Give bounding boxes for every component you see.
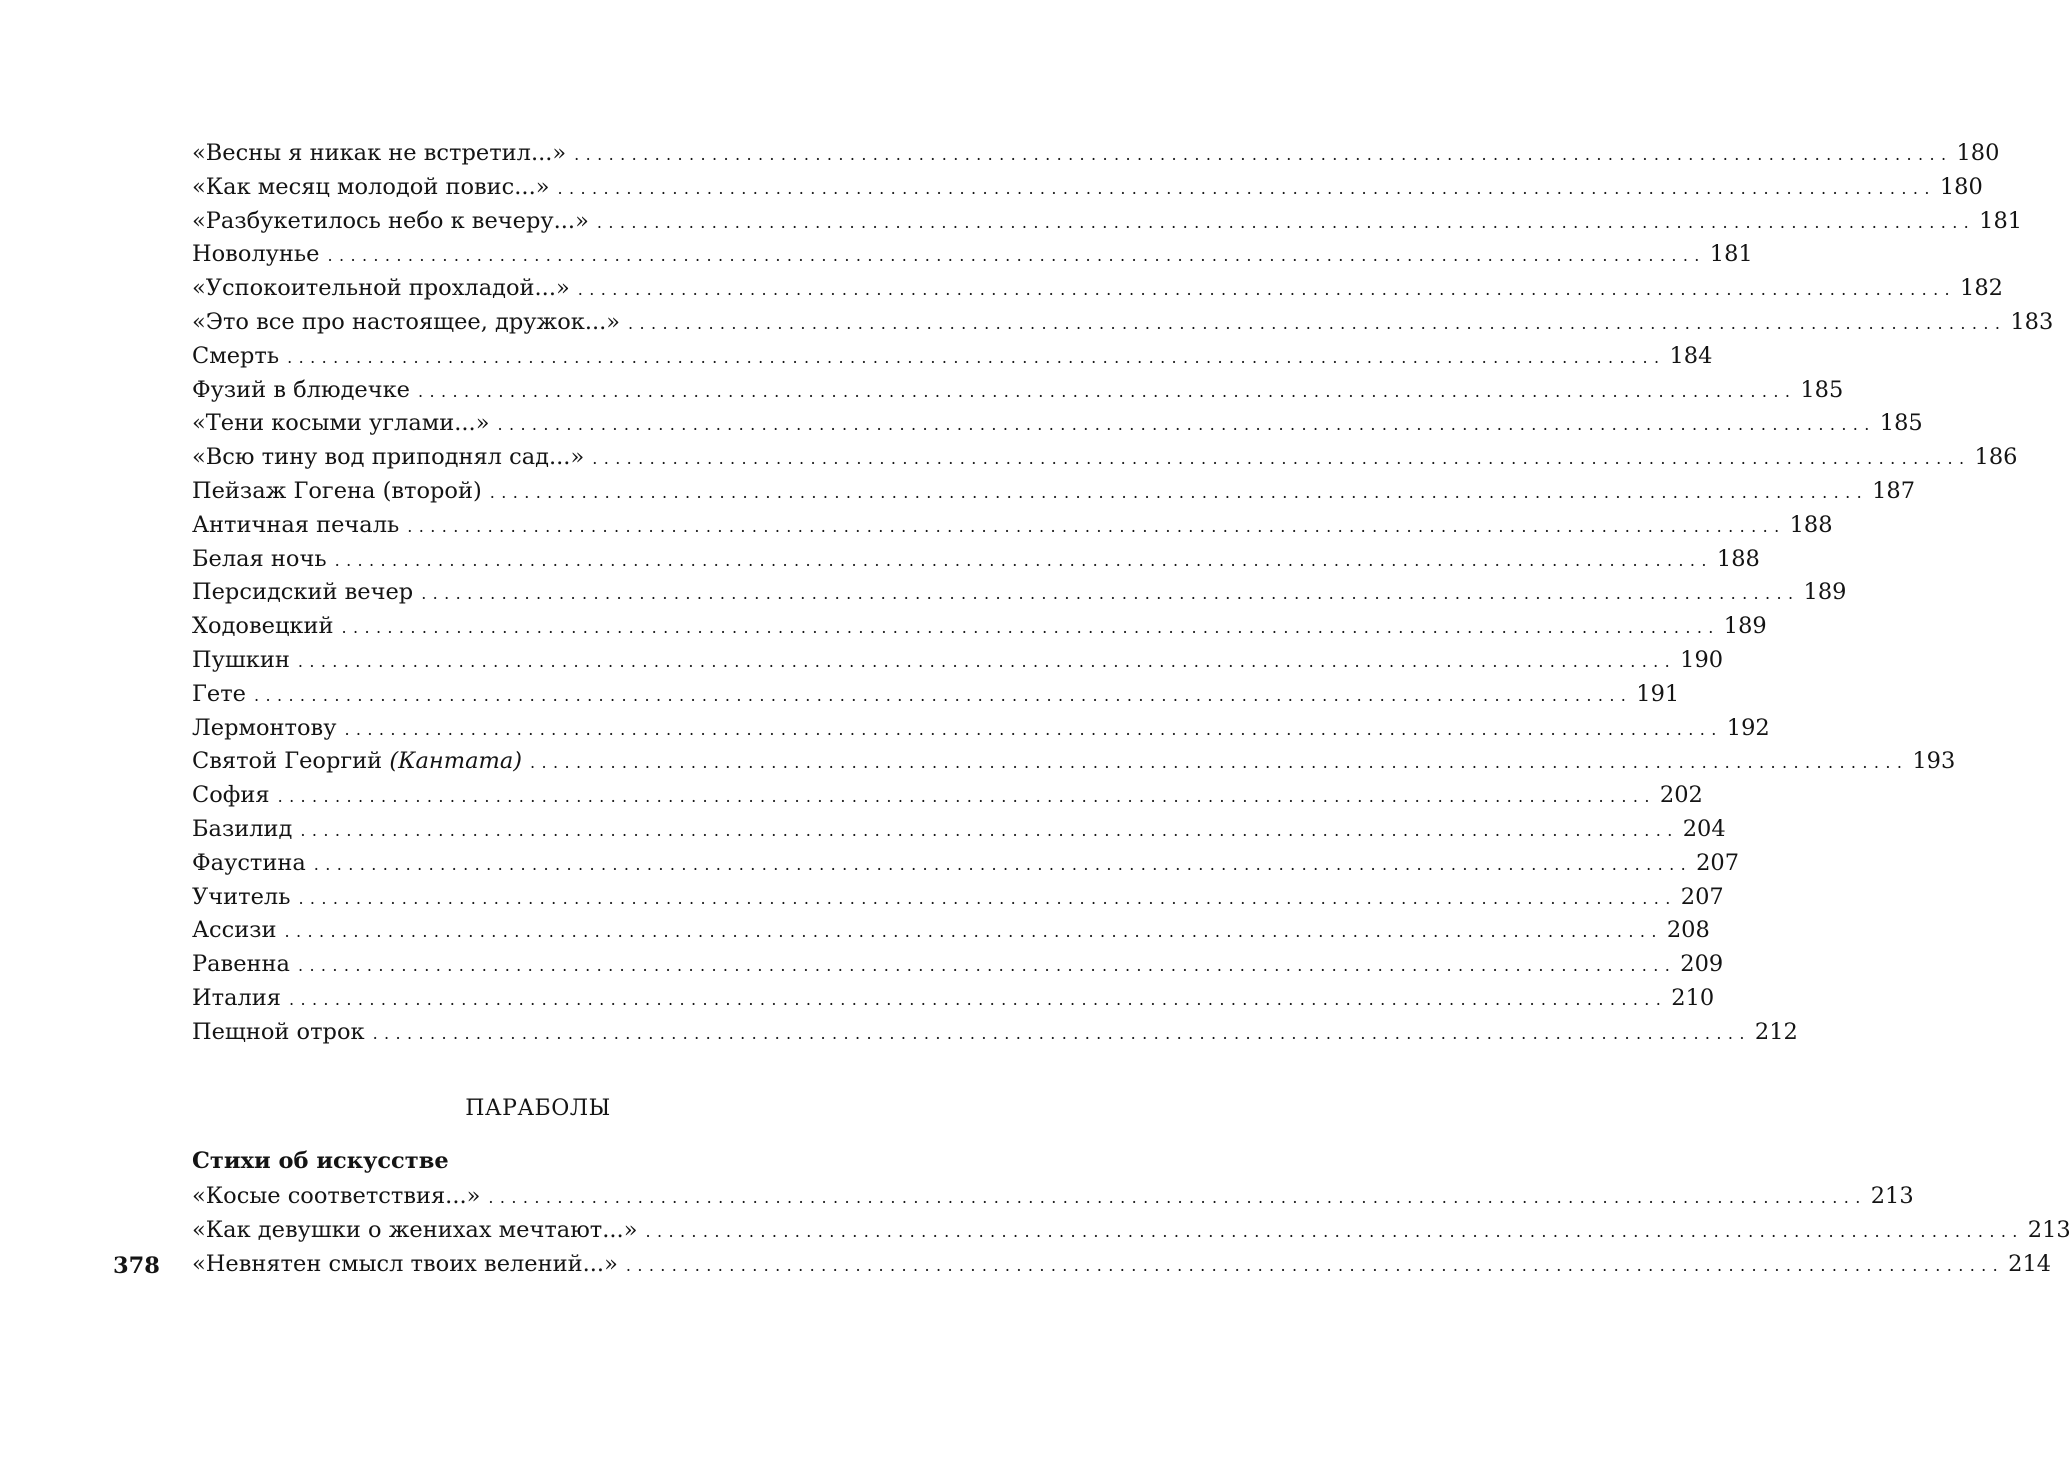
toc-entry-title: «Разбукетилось небо к вечеру...»	[192, 207, 589, 234]
toc-entry-title: Учитель	[192, 883, 291, 910]
leader-dots: ........................................................................................................................	[497, 415, 1876, 435]
leader-dots: ........................................................................................................................	[407, 516, 1786, 536]
toc-list	[192, 137, 2054, 1050]
toc-entry-title: Ассизи	[192, 917, 277, 944]
toc-entry[interactable]	[192, 1248, 2052, 1282]
toc-entry-page: 212	[1754, 1018, 1798, 1045]
subsection-toc-list	[192, 1180, 2071, 1281]
leader-dots: ........................................................................................................................	[298, 888, 1677, 908]
leader-dots: ........................................................................................................................	[628, 313, 2007, 333]
leader-dots: ........................................................................................................................	[313, 854, 1693, 874]
toc-entry[interactable]	[192, 982, 1715, 1016]
leader-dots: ........................................................................................................................	[372, 1023, 1751, 1043]
toc-entry-title: «Это все про настоящее, дружок...»	[192, 308, 621, 335]
toc-entry[interactable]	[192, 745, 1956, 779]
subsection-heading: Стихи об искусстве	[192, 1148, 449, 1174]
toc-entry[interactable]	[192, 1016, 1798, 1050]
leader-dots: ........................................................................................................................	[300, 820, 1679, 840]
leader-dots: ........................................................................................................................	[327, 246, 1706, 266]
leader-dots: ........................................................................................................................	[645, 1221, 2024, 1241]
toc-entry-title: «Успокоительной прохладой...»	[192, 275, 570, 302]
leader-dots: ........................................................................................................................	[592, 449, 1971, 469]
toc-entry[interactable]	[192, 881, 1724, 915]
toc-entry-page: 204	[1682, 815, 1726, 842]
toc-entry-page: 181	[1709, 241, 1753, 268]
toc-entry-title-italic: (Кантата)	[389, 748, 523, 775]
leader-dots: ........................................................................................................................	[596, 212, 1976, 232]
leader-dots: ........................................................................................................................	[625, 1255, 2005, 1275]
toc-entry[interactable]	[192, 272, 2003, 306]
toc-entry-page: 193	[1912, 748, 1956, 775]
toc-entry-title: Фузий в блюдечке	[192, 376, 411, 403]
toc-entry-page: 183	[2010, 308, 2054, 335]
toc-entry-page: 181	[1979, 207, 2023, 234]
toc-entry[interactable]	[192, 306, 2054, 340]
toc-entry-title: «Всю тину вод приподнял сад...»	[192, 444, 585, 471]
toc-entry-title: Базилид	[192, 815, 293, 842]
leader-dots: ........................................................................................................................	[344, 719, 1723, 739]
toc-entry-page: 187	[1872, 477, 1916, 504]
toc-entry[interactable]	[192, 374, 1844, 408]
toc-entry-page: 188	[1716, 545, 1760, 572]
toc-entry-title: Античная печаль	[192, 511, 400, 538]
toc-entry[interactable]	[192, 509, 1833, 543]
leader-dots: ........................................................................................................................	[297, 651, 1677, 671]
leader-dots: ........................................................................................................................	[421, 584, 1800, 604]
leader-dots: ........................................................................................................................	[297, 956, 1677, 976]
leader-dots: ........................................................................................................................	[530, 753, 1909, 773]
toc-entry[interactable]	[192, 847, 1740, 881]
toc-entry-title: Фаустина	[192, 849, 306, 876]
toc-entry[interactable]	[192, 543, 1760, 577]
leader-dots: ........................................................................................................................	[334, 550, 1713, 570]
toc-entry-page: 213	[1870, 1183, 1914, 1209]
toc-entry[interactable]	[192, 1214, 2071, 1248]
toc-entry-title: Новолунье	[192, 241, 320, 268]
toc-entry[interactable]	[192, 205, 2023, 239]
toc-entry-title: Италия	[192, 984, 281, 1011]
toc-entry-title: «Тени косыми углами...»	[192, 410, 490, 437]
toc-entry-title: София	[192, 782, 270, 809]
toc-entry-title: «Весны я никак не встретил...»	[192, 140, 567, 166]
toc-entry[interactable]	[192, 1180, 1914, 1214]
leader-dots: ........................................................................................................................	[577, 280, 1957, 300]
toc-entry[interactable]	[192, 238, 1753, 272]
toc-entry[interactable]	[192, 137, 2000, 171]
leader-dots: ........................................................................................................................	[488, 1188, 1867, 1207]
leader-dots: ........................................................................................................................	[418, 381, 1797, 401]
leader-dots: ........................................................................................................................	[253, 685, 1633, 705]
section-heading: ПАРАБОЛЫ	[465, 1096, 611, 1121]
toc-entry-page: 189	[1803, 579, 1847, 606]
toc-entry-page: 192	[1726, 714, 1770, 741]
toc-entry-page: 180	[1956, 140, 2000, 166]
toc-entry-page: 185	[1800, 376, 1844, 403]
toc-entry[interactable]	[192, 610, 1767, 644]
page-number: 378	[113, 1253, 160, 1279]
toc-entry[interactable]	[192, 813, 1726, 847]
toc-entry-title: Ходовецкий	[192, 613, 334, 640]
leader-dots: ........................................................................................................................	[288, 989, 1668, 1009]
toc-entry-title: «Как девушки о женихах мечтают...»	[192, 1216, 638, 1243]
toc-entry-page: 184	[1669, 342, 1713, 369]
toc-entry[interactable]	[192, 644, 1724, 678]
toc-entry-page: 209	[1680, 951, 1724, 978]
toc-entry[interactable]	[192, 914, 1710, 948]
toc-entry-page: 186	[1974, 444, 2018, 471]
leader-dots: ........................................................................................................................	[557, 178, 1936, 198]
toc-entry-page: 207	[1680, 883, 1724, 910]
toc-entry-title: Лермонтову	[192, 714, 337, 741]
toc-entry-title: Смерть	[192, 342, 280, 369]
toc-entry[interactable]	[192, 340, 1713, 374]
leader-dots: ........................................................................................................................	[489, 482, 1869, 502]
toc-entry-page: 207	[1696, 849, 1740, 876]
leader-dots: ........................................................................................................................	[277, 787, 1656, 807]
toc-entry-title: Пейзаж Гогена (второй)	[192, 477, 482, 504]
toc-entry-page: 213	[2027, 1216, 2071, 1243]
toc-entry-page: 180	[1939, 173, 1983, 200]
toc-entry-page: 185	[1879, 410, 1923, 437]
leader-dots: ........................................................................................................................	[574, 145, 1953, 164]
toc-entry[interactable]	[192, 712, 1770, 746]
toc-entry-page: 190	[1680, 646, 1724, 673]
toc-entry-title: Белая ночь	[192, 545, 327, 572]
toc-entry-title: Персидский вечер	[192, 579, 414, 606]
toc-entry[interactable]	[192, 475, 1916, 509]
toc-entry-page: 214	[2008, 1250, 2052, 1277]
toc-entry-title-main: Святой Георгий	[192, 748, 383, 775]
toc-entry[interactable]	[192, 678, 1680, 712]
toc-entry[interactable]	[192, 576, 1847, 610]
toc-entry-page: 210	[1671, 984, 1715, 1011]
toc-entry-title: Гете	[192, 680, 246, 707]
toc-entry-title: «Косые соответствия...»	[192, 1183, 481, 1209]
toc-entry-page: 191	[1636, 680, 1680, 707]
toc-entry-page: 182	[1960, 275, 2003, 302]
toc-entry-title: Пушкин	[192, 646, 290, 673]
leader-dots: ........................................................................................................................	[341, 618, 1720, 638]
toc-entry-title: Пещной отрок	[192, 1018, 365, 1045]
toc-entry[interactable]	[192, 441, 2018, 475]
toc-entry[interactable]	[192, 171, 1983, 205]
toc-entry-page: 202	[1659, 782, 1703, 809]
toc-entry-title: Равенна	[192, 951, 290, 978]
toc-entry-page: 189	[1723, 613, 1767, 640]
leader-dots: ........................................................................................................................	[284, 922, 1663, 942]
toc-entry[interactable]	[192, 948, 1724, 982]
toc-entry-title: «Как месяц молодой повис...»	[192, 173, 550, 200]
toc-entry[interactable]	[192, 779, 1703, 813]
toc-entry-title: «Невнятен смысл твоих велений...»	[192, 1250, 618, 1277]
toc-entry-title	[192, 745, 530, 779]
leader-dots: ........................................................................................................................	[287, 347, 1666, 367]
toc-entry-page: 208	[1666, 917, 1710, 944]
toc-entry-page: 188	[1789, 511, 1833, 538]
toc-entry[interactable]	[192, 407, 1923, 441]
